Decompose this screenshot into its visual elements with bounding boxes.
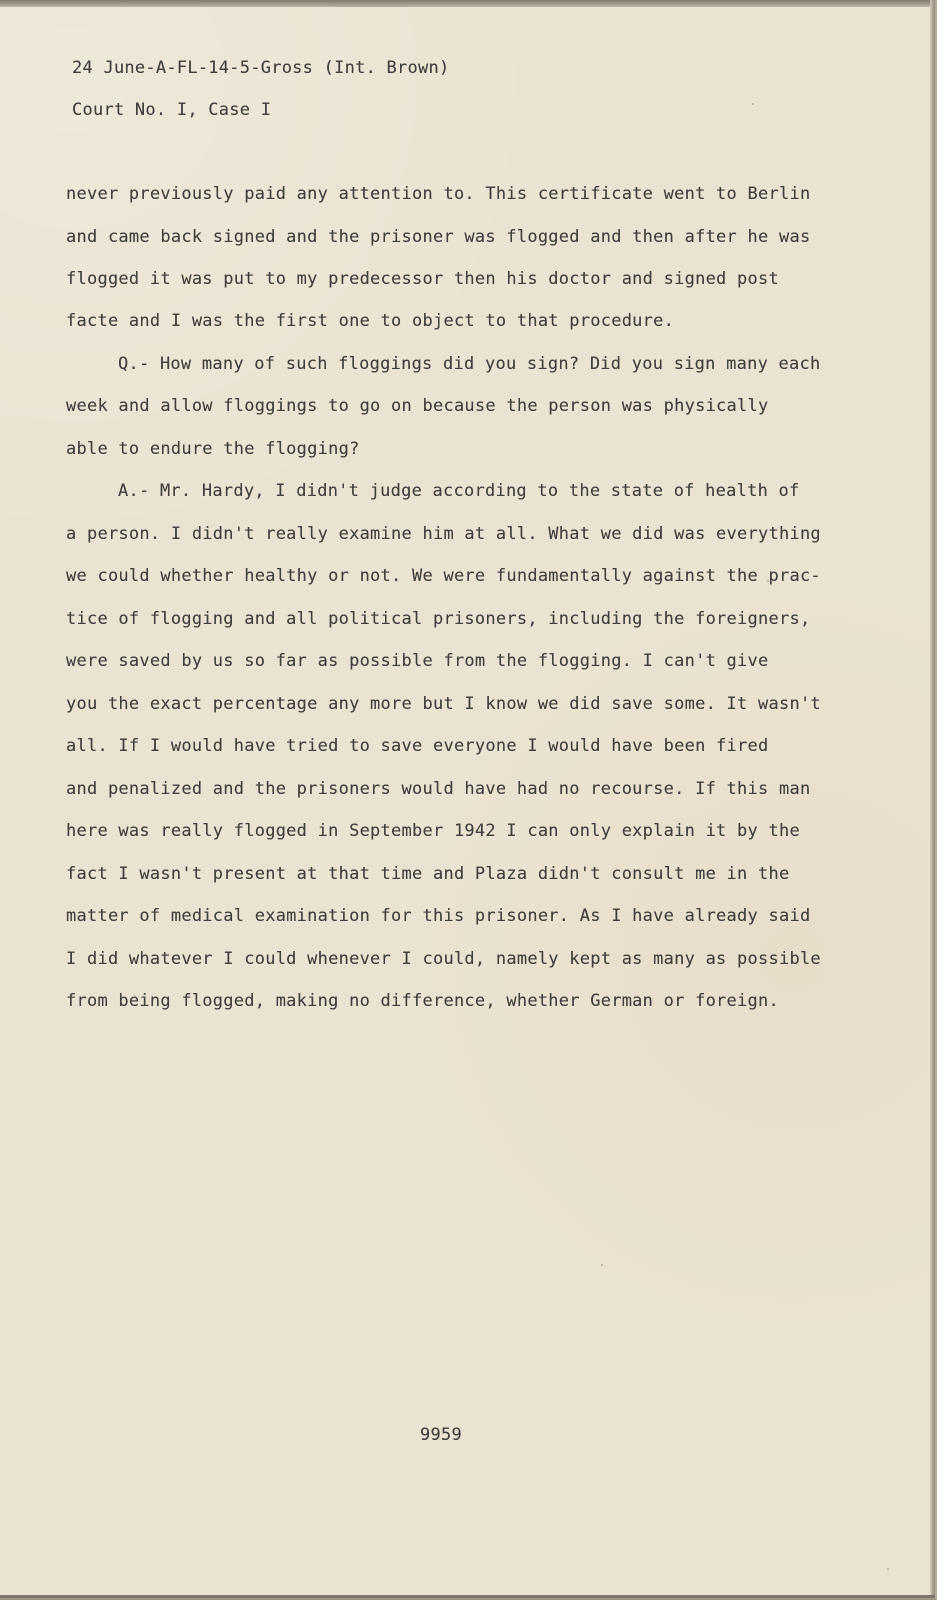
answer-line-7: all. If I would have tried to save everyone I would have been fired <box>66 736 769 756</box>
paper-speck <box>752 103 754 105</box>
answer-line-10: fact I wasn't present at that time and Plaza didn't consult me in the <box>66 864 790 884</box>
paper-speck <box>887 1568 889 1570</box>
answer-line-9: here was really flogged in September 1942 I can only explain it by the <box>66 821 800 841</box>
page-number: 9959 <box>420 1425 462 1445</box>
body-line-2: and came back signed and the prisoner was flogged and then after he was <box>66 227 811 247</box>
answer-line-4: tice of flogging and all political prisoners, including the foreigners, <box>66 609 811 629</box>
question-line-2: week and allow floggings to go on because the person was physically <box>66 396 769 416</box>
document-header-line-1: 24 June-A-FL-14-5-Gross (Int. Brown) <box>72 58 450 78</box>
bottom-paper-edge <box>0 1595 937 1598</box>
answer-line-12: I did whatever I could whenever I could, namely kept as many as possible <box>66 949 821 969</box>
answer-line-1: A.- Mr. Hardy, I didn't judge according to the state of health of <box>118 481 800 501</box>
question-line-1: Q.- How many of such floggings did you sign? Did you sign many each <box>118 354 821 374</box>
top-paper-edge <box>0 0 937 7</box>
body-line-4: facte and I was the first one to object to that procedure. <box>66 311 675 331</box>
answer-line-13: from being flogged, making no difference, whether German or foreign. <box>66 991 779 1011</box>
paper-speck <box>601 1264 603 1266</box>
answer-line-2: a person. I didn't really examine him at all. What we did was everything <box>66 524 821 544</box>
right-paper-edge <box>930 0 935 1600</box>
question-line-3: able to endure the flogging? <box>66 439 360 459</box>
answer-line-3: we could whether healthy or not. We were fundamentally against the prac- <box>66 566 821 586</box>
answer-line-6: you the exact percentage any more but I know we did save some. It wasn't <box>66 694 821 714</box>
answer-line-8: and penalized and the prisoners would have had no recourse. If this man <box>66 779 811 799</box>
answer-line-5: were saved by us so far as possible from the flogging. I can't give <box>66 651 769 671</box>
document-header-line-2: Court No. I, Case I <box>72 100 272 120</box>
answer-line-11: matter of medical examination for this prisoner. As I have already said <box>66 906 811 926</box>
body-line-3: flogged it was put to my predecessor then his doctor and signed post <box>66 269 779 289</box>
body-line-1: never previously paid any attention to. This certificate went to Berlin <box>66 184 811 204</box>
